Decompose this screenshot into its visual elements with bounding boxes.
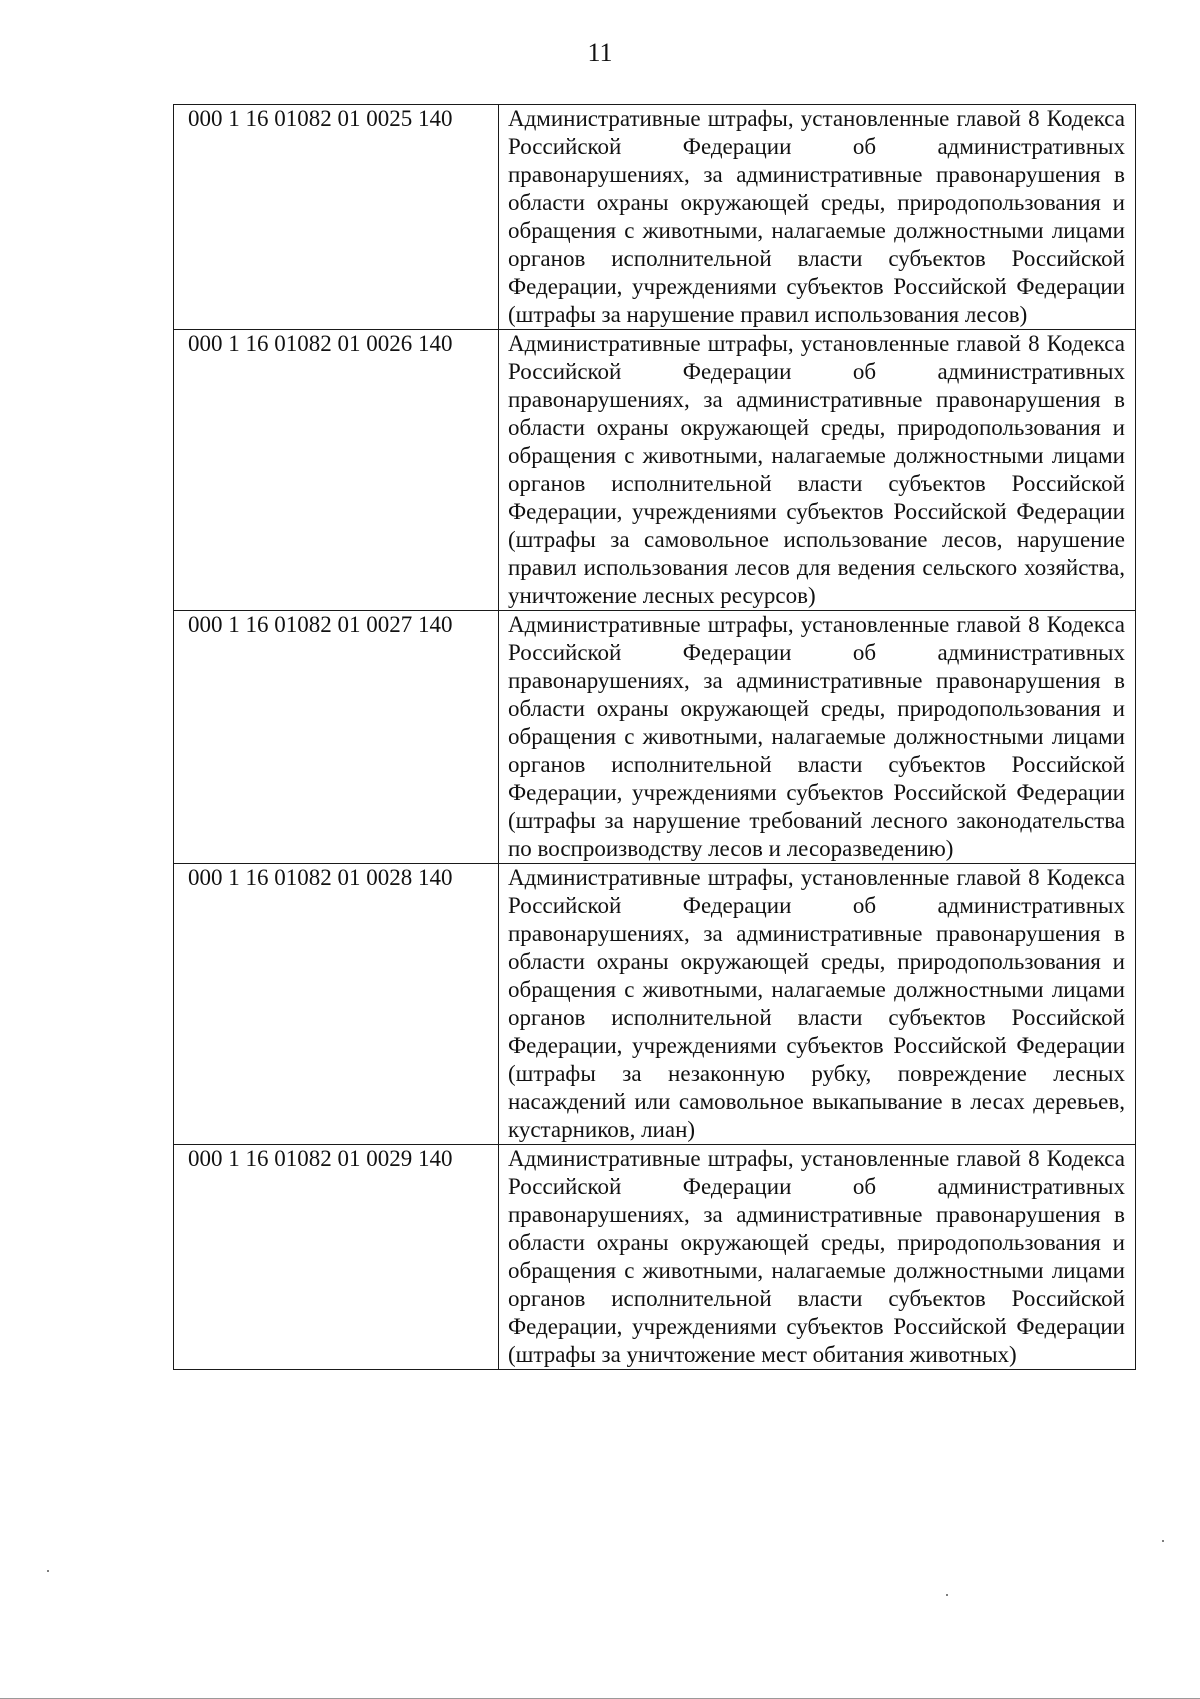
table-row [174,611,1136,864]
table-row [174,330,1136,611]
classification-code: 000 1 16 01082 01 0029 140 [174,1145,499,1370]
classification-code: 000 1 16 01082 01 0026 140 [174,330,499,611]
table-row [174,864,1136,1145]
classification-code: 000 1 16 01082 01 0027 140 [174,611,499,864]
classification-description: Административные штрафы, установленные главой 8 Кодекса Российской Федерации об административных правонарушениях, за административные правонарушения в области охраны окружающей среды, природопользования и обращения с животными, налагаемые должностными лицами органов исполнительной власти субъектов Российской Федерации, учреждениями субъектов Российской Федерации (штрафы за самовольное использование лесов, нарушение правил использования лесов для ведения сельского хозяйства, уничтожение лесных ресурсов) [499,330,1136,611]
scan-speck [1162,1540,1164,1542]
scan-speck [47,1570,49,1572]
classification-description: Административные штрафы, установленные главой 8 Кодекса Российской Федерации об административных правонарушениях, за административные правонарушения в области охраны окружающей среды, природопользования и обращения с животными, налагаемые должностными лицами органов исполнительной власти субъектов Российской Федерации, учреждениями субъектов Российской Федерации (штрафы за нарушение правил использования лесов) [499,105,1136,330]
table-row [174,105,1136,330]
budget-classification-table [173,104,1136,1370]
page-number: 11 [587,38,613,67]
classification-code: 000 1 16 01082 01 0028 140 [174,864,499,1145]
classification-code: 000 1 16 01082 01 0025 140 [174,105,499,330]
table-row [174,1145,1136,1370]
classification-description: Административные штрафы, установленные главой 8 Кодекса Российской Федерации об административных правонарушениях, за административные правонарушения в области охраны окружающей среды, природопользования и обращения с животными, налагаемые должностными лицами органов исполнительной власти субъектов Российской Федерации, учреждениями субъектов Российской Федерации (штрафы за незаконную рубку, повреждение лесных насаждений или самовольное выкапывание в лесах деревьев, кустарников, лиан) [499,864,1136,1145]
classification-description: Административные штрафы, установленные главой 8 Кодекса Российской Федерации об административных правонарушениях, за административные правонарушения в области охраны окружающей среды, природопользования и обращения с животными, налагаемые должностными лицами органов исполнительной власти субъектов Российской Федерации, учреждениями субъектов Российской Федерации (штрафы за нарушение требований лесного законодательства по воспроизводству лесов и лесоразведению) [499,611,1136,864]
classification-description: Административные штрафы, установленные главой 8 Кодекса Российской Федерации об административных правонарушениях, за административные правонарушения в области охраны окружающей среды, природопользования и обращения с животными, налагаемые должностными лицами органов исполнительной власти субъектов Российской Федерации, учреждениями субъектов Российской Федерации (штрафы за уничтожение мест обитания животных) [499,1145,1136,1370]
scan-speck [946,1594,948,1596]
